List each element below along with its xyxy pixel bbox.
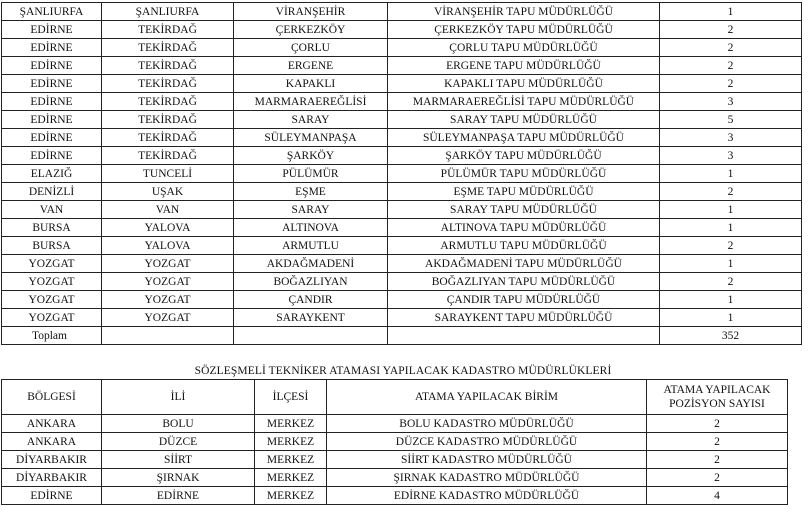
kadastro-table-body — [2, 415, 788, 505]
table-row — [2, 415, 788, 433]
count-cell: 2 — [647, 469, 788, 487]
unit-cell: BOLU KADASTRO MÜDÜRLÜĞÜ — [327, 415, 647, 433]
table-row — [2, 487, 788, 505]
district-cell: SARAY — [234, 201, 388, 219]
count-cell: 2 — [647, 433, 788, 451]
province-cell: YOZGAT — [102, 291, 234, 309]
province-cell: TEKİRDAĞ — [102, 147, 234, 165]
region-cell: ANKARA — [2, 433, 102, 451]
province-cell: YALOVA — [102, 237, 234, 255]
table-row — [2, 469, 788, 487]
count-cell: 4 — [647, 487, 788, 505]
district-cell: MERKEZ — [255, 433, 327, 451]
district-cell: SÜLEYMANPAŞA — [234, 129, 388, 147]
unit-cell: AKDAĞMADENİ TAPU MÜDÜRLÜĞÜ — [388, 255, 660, 273]
district-cell: ALTINOVA — [234, 219, 388, 237]
table-row — [2, 21, 802, 39]
count-cell: 3 — [660, 129, 802, 147]
count-cell: 2 — [660, 21, 802, 39]
table-row — [2, 3, 802, 21]
province-cell: BOLU — [102, 415, 255, 433]
unit-cell: MARMARAEREĞLİSİ TAPU MÜDÜRLÜĞÜ — [388, 93, 660, 111]
header-bolgesi: BÖLGESİ — [2, 380, 102, 415]
district-cell: SARAY — [234, 111, 388, 129]
total-label: Toplam — [2, 327, 102, 345]
unit-cell: KAPAKLI TAPU MÜDÜRLÜĞÜ — [388, 75, 660, 93]
unit-cell: SARAY TAPU MÜDÜRLÜĞÜ — [388, 111, 660, 129]
count-cell: 1 — [660, 165, 802, 183]
count-cell: 2 — [647, 415, 788, 433]
unit-cell: SÜLEYMANPAŞA TAPU MÜDÜRLÜĞÜ — [388, 129, 660, 147]
district-cell: KAPAKLI — [234, 75, 388, 93]
district-cell: MERKEZ — [255, 469, 327, 487]
region-cell: VAN — [2, 201, 102, 219]
tapu-table — [1, 2, 802, 345]
region-cell: BURSA — [2, 237, 102, 255]
count-cell: 2 — [660, 237, 802, 255]
region-cell: ELAZIĞ — [2, 165, 102, 183]
unit-cell: EŞME TAPU MÜDÜRLÜĞÜ — [388, 183, 660, 201]
count-cell: 3 — [660, 147, 802, 165]
unit-cell: SİİRT KADASTRO MÜDÜRLÜĞÜ — [327, 451, 647, 469]
empty-cell — [388, 327, 660, 345]
unit-cell: DÜZCE KADASTRO MÜDÜRLÜĞÜ — [327, 433, 647, 451]
region-cell: YOZGAT — [2, 309, 102, 327]
count-cell: 2 — [660, 57, 802, 75]
count-cell: 1 — [660, 291, 802, 309]
district-cell: ERGENE — [234, 57, 388, 75]
table-row — [2, 219, 802, 237]
unit-cell: ERGENE TAPU MÜDÜRLÜĞÜ — [388, 57, 660, 75]
province-cell: VAN — [102, 201, 234, 219]
kadastro-table — [1, 379, 788, 505]
unit-cell: EDİRNE KADASTRO MÜDÜRLÜĞÜ — [327, 487, 647, 505]
table-row — [2, 147, 802, 165]
table-row — [2, 255, 802, 273]
empty-cell — [234, 327, 388, 345]
district-cell: VİRANŞEHİR — [234, 3, 388, 21]
province-cell: TEKİRDAĞ — [102, 21, 234, 39]
kadastro-header-row — [2, 380, 788, 415]
table-row — [2, 57, 802, 75]
district-cell: EŞME — [234, 183, 388, 201]
count-cell: 1 — [660, 3, 802, 21]
district-cell: AKDAĞMADENİ — [234, 255, 388, 273]
header-pozisyon-sayisi: ATAMA YAPILACAK POZİSYON SAYISI — [647, 380, 788, 415]
district-cell: ŞARKÖY — [234, 147, 388, 165]
count-cell: 2 — [660, 39, 802, 57]
district-cell: MERKEZ — [255, 451, 327, 469]
table-row — [2, 111, 802, 129]
district-cell: ÇANDIR — [234, 291, 388, 309]
region-cell: YOZGAT — [2, 291, 102, 309]
table-row — [2, 433, 788, 451]
province-cell: DÜZCE — [102, 433, 255, 451]
count-cell: 3 — [660, 93, 802, 111]
province-cell: TEKİRDAĞ — [102, 93, 234, 111]
table-row — [2, 75, 802, 93]
region-cell: ANKARA — [2, 415, 102, 433]
province-cell: TEKİRDAĞ — [102, 111, 234, 129]
district-cell: ÇERKEZKÖY — [234, 21, 388, 39]
count-cell: 2 — [660, 75, 802, 93]
table-row — [2, 291, 802, 309]
province-cell: TEKİRDAĞ — [102, 57, 234, 75]
unit-cell: ÇORLU TAPU MÜDÜRLÜĞÜ — [388, 39, 660, 57]
district-cell: BOĞAZLIYAN — [234, 273, 388, 291]
region-cell: DİYARBAKIR — [2, 451, 102, 469]
table-row — [2, 273, 802, 291]
count-cell: 2 — [647, 451, 788, 469]
region-cell: EDİRNE — [2, 111, 102, 129]
unit-cell: PÜLÜMÜR TAPU MÜDÜRLÜĞÜ — [388, 165, 660, 183]
unit-cell: ARMUTLU TAPU MÜDÜRLÜĞÜ — [388, 237, 660, 255]
district-cell: PÜLÜMÜR — [234, 165, 388, 183]
header-ilcesi: İLÇESİ — [255, 380, 327, 415]
table-row — [2, 93, 802, 111]
unit-cell: ŞARKÖY TAPU MÜDÜRLÜĞÜ — [388, 147, 660, 165]
unit-cell: SARAY TAPU MÜDÜRLÜĞÜ — [388, 201, 660, 219]
table-row — [2, 201, 802, 219]
region-cell: BURSA — [2, 219, 102, 237]
region-cell: EDİRNE — [2, 57, 102, 75]
region-cell: EDİRNE — [2, 147, 102, 165]
province-cell: ŞANLIURFA — [102, 3, 234, 21]
table-row — [2, 451, 788, 469]
count-cell: 1 — [660, 255, 802, 273]
header-ili: İLİ — [102, 380, 255, 415]
count-cell: 2 — [660, 183, 802, 201]
table-row — [2, 309, 802, 327]
tapu-table-body — [2, 3, 802, 345]
region-cell: EDİRNE — [2, 487, 102, 505]
region-cell: DENİZLİ — [2, 183, 102, 201]
province-cell: SİİRT — [102, 451, 255, 469]
district-cell: ÇORLU — [234, 39, 388, 57]
total-value: 352 — [660, 327, 802, 345]
district-cell: MERKEZ — [255, 415, 327, 433]
province-cell: YOZGAT — [102, 273, 234, 291]
unit-cell: SARAYKENT TAPU MÜDÜRLÜĞÜ — [388, 309, 660, 327]
empty-cell — [102, 327, 234, 345]
unit-cell: BOĞAZLIYAN TAPU MÜDÜRLÜĞÜ — [388, 273, 660, 291]
province-cell: ŞIRNAK — [102, 469, 255, 487]
region-cell: EDİRNE — [2, 21, 102, 39]
unit-cell: VİRANŞEHİR TAPU MÜDÜRLÜĞÜ — [388, 3, 660, 21]
region-cell: DİYARBAKIR — [2, 469, 102, 487]
table-row — [2, 165, 802, 183]
table-row — [2, 39, 802, 57]
unit-cell: ŞIRNAK KADASTRO MÜDÜRLÜĞÜ — [327, 469, 647, 487]
count-cell: 1 — [660, 201, 802, 219]
region-cell: EDİRNE — [2, 75, 102, 93]
table-row — [2, 237, 802, 255]
region-cell: EDİRNE — [2, 93, 102, 111]
count-cell: 5 — [660, 111, 802, 129]
kadastro-section-title: SÖZLEŞMELİ TEKNİKER ATAMASI YAPILACAK KADASTRO MÜDÜRLÜKLERİ — [194, 365, 612, 377]
header-birim: ATAMA YAPILACAK BİRİM — [327, 380, 647, 415]
region-cell: ŞANLIURFA — [2, 3, 102, 21]
province-cell: TUNCELİ — [102, 165, 234, 183]
region-cell: YOZGAT — [2, 255, 102, 273]
district-cell: SARAYKENT — [234, 309, 388, 327]
province-cell: YALOVA — [102, 219, 234, 237]
region-cell: EDİRNE — [2, 39, 102, 57]
region-cell: EDİRNE — [2, 129, 102, 147]
district-cell: ARMUTLU — [234, 237, 388, 255]
total-row — [2, 327, 802, 345]
table-row — [2, 129, 802, 147]
unit-cell: ÇERKEZKÖY TAPU MÜDÜRLÜĞÜ — [388, 21, 660, 39]
province-cell: TEKİRDAĞ — [102, 129, 234, 147]
district-cell: MARMARAEREĞLİSİ — [234, 93, 388, 111]
province-cell: UŞAK — [102, 183, 234, 201]
count-cell: 1 — [660, 309, 802, 327]
count-cell: 2 — [660, 273, 802, 291]
province-cell: EDİRNE — [102, 487, 255, 505]
table-row — [2, 183, 802, 201]
province-cell: YOZGAT — [102, 309, 234, 327]
district-cell: MERKEZ — [255, 487, 327, 505]
province-cell: TEKİRDAĞ — [102, 39, 234, 57]
unit-cell: ALTINOVA TAPU MÜDÜRLÜĞÜ — [388, 219, 660, 237]
unit-cell: ÇANDIR TAPU MÜDÜRLÜĞÜ — [388, 291, 660, 309]
region-cell: YOZGAT — [2, 273, 102, 291]
province-cell: TEKİRDAĞ — [102, 75, 234, 93]
province-cell: YOZGAT — [102, 255, 234, 273]
count-cell: 1 — [660, 219, 802, 237]
